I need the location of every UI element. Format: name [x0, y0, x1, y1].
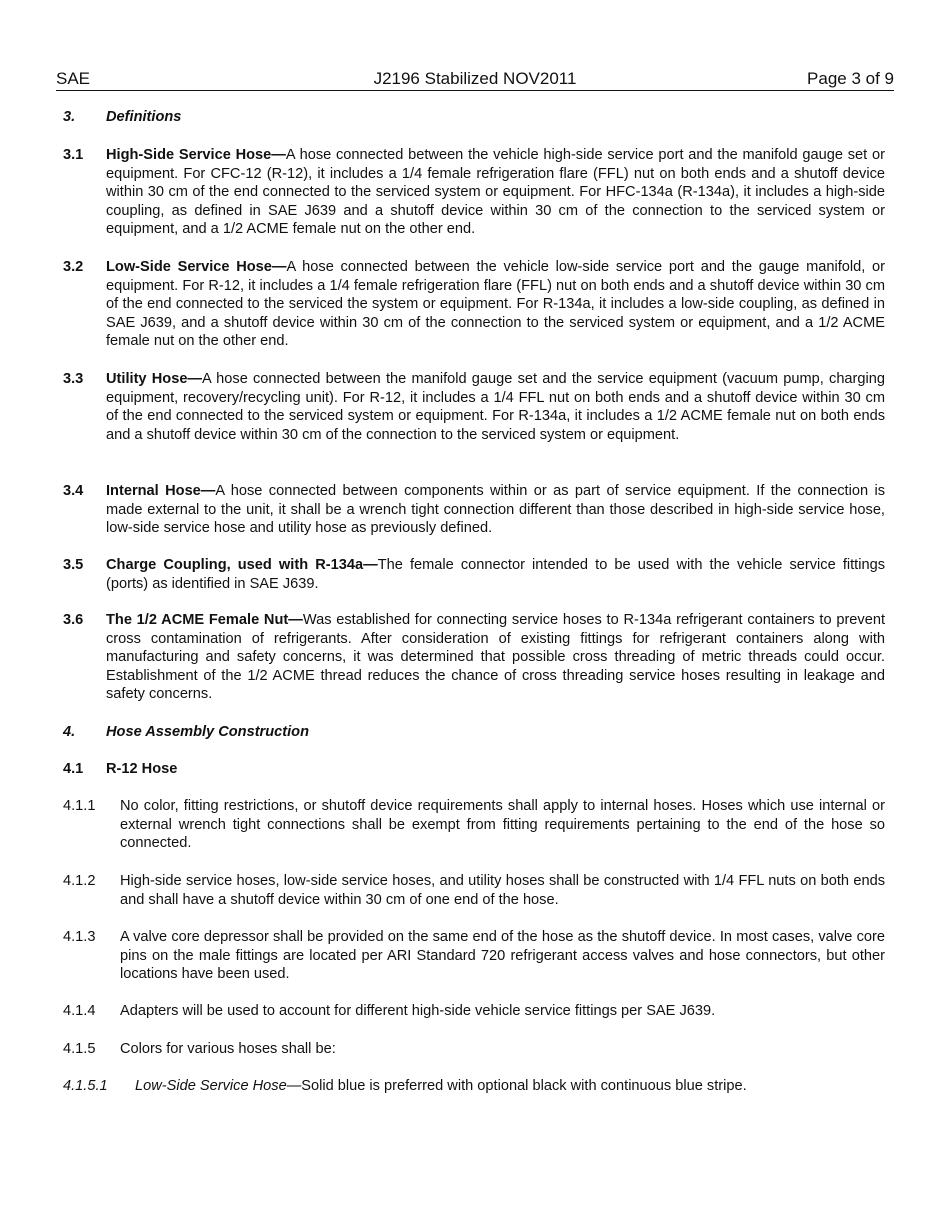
definition-3-2 — [63, 258, 885, 352]
definition-text: The female connector intended to be used with the vehicle service fittings (ports) as identified in SAE J639. — [106, 557, 885, 592]
definition-text: Was established for connecting service hoses to R-134a refrigerant containers to prevent cross contamination of refrigerants. After consideration of existing fittings for refrigerant containers along with manufacturing and safety concerns, it was determined that possible cross threading of metric threads could occur. Establishment of the 1/2 ACME thread reduces the chance of cross threading service hoses resulting in leakage and safety concerns. — [106, 612, 885, 703]
definition-text: A hose connected between components within or as part of service equipment. If the connection is made external to the unit, it shall be a wrench tight connection different than those described in high-side service hose, low-side service hose and utility hose as previously defined. — [106, 483, 885, 537]
definition-text: A hose connected between the vehicle high-side service port and the manifold gauge set or equipment. For CFC-12 (R-12), it includes a 1/4 female refrigeration flare (FFL) nut on both ends and a shutoff device within 30 cm of the end connected to the serviced system or equipment. For HFC-134a (R-134a), it includes a high-side coupling, as defined in SAE J639 and a shutoff device within 30 cm of the connection to the serviced system or equipment, and a 1/2 ACME female nut on the other end. — [106, 147, 885, 238]
clause-body — [106, 611, 885, 704]
definition-3-5 — [63, 556, 885, 594]
clause-body — [106, 482, 885, 538]
defined-term: Charge Coupling, used with R-134a— — [106, 557, 378, 573]
definition-3-1 — [63, 146, 885, 240]
clause-number: 3.1 — [63, 147, 84, 163]
clause-number: 4.1.5 — [63, 1041, 96, 1057]
section-title: Hose Assembly Construction — [106, 724, 310, 740]
clause-number: 3.3 — [63, 371, 84, 387]
definition-3-4 — [63, 482, 885, 539]
clause-4-1-1 — [63, 797, 885, 854]
clause-text: Colors for various hoses shall be: — [120, 1041, 336, 1057]
defined-term: Utility Hose— — [106, 371, 203, 387]
clause-4-1-3 — [63, 928, 885, 985]
clause-number: 3.4 — [63, 483, 84, 499]
section-number: 3. — [63, 109, 76, 125]
section-4-heading — [63, 723, 885, 743]
clause-number: 4.1.2 — [63, 873, 96, 889]
definition-text: A hose connected between the manifold gauge set and the service equipment (vacuum pump, charging equipment, recovery/recycling unit). For R-12, it includes a 1/4 FFL nut on both ends and a shutoff device within 30 cm of the end connected to the serviced system or equipment. For R-134a, it includes a 1/2 ACME female nut on both ends and a shutoff device within 30 cm of the connection to the serviced system or equipment. — [106, 371, 886, 443]
section-3-heading — [63, 108, 885, 128]
page-header — [56, 68, 894, 91]
clause-number: 4.1.4 — [63, 1003, 96, 1019]
clause-text: No color, fitting restrictions, or shutoff device requirements shall apply to internal hoses. Hoses which use internal or external wrench tight connections shall be exempt from fitting requirements pertaining to the end of the hose so connected. — [120, 798, 885, 852]
clause-number: 3.6 — [63, 612, 84, 628]
clause-number: 4.1.1 — [63, 798, 96, 814]
defined-term: Internal Hose— — [106, 483, 216, 499]
clause-body — [106, 556, 885, 593]
clause-body — [106, 146, 885, 239]
clause-4-1-2 — [63, 872, 885, 910]
clause-text: Adapters will be used to account for different high-side vehicle service fittings per SAE J639. — [120, 1003, 716, 1019]
clause-text: High-side service hoses, low-side service hoses, and utility hoses shall be constructed with 1/4 FFL nuts on both ends and shall have a shutoff device within 30 cm of one end of the hose. — [120, 873, 885, 908]
definition-3-6 — [63, 611, 885, 705]
clause-text: A valve core depressor shall be provided on the same end of the hose as the shutoff device. In most cases, valve core pins on the male fittings are located per ARI Standard 720 refrigerant access valves and hose connectors, but other locations have been used. — [120, 929, 885, 983]
definition-text: A hose connected between the vehicle low-side service port and the gauge manifold, or equipment. For R-12, it includes a 1/4 female refrigeration flare (FFL) nut on both ends and a shutoff device within 30 cm of the end connected to the serviced the system or equipment. For R-134a, it includes a low-side coupling, as defined in SAE J639, and a shutoff device within 30 cm of the connection to the serviced system or equipment, and a 1/2 ACME female nut on the other end. — [106, 259, 885, 350]
section-number: 4. — [63, 724, 76, 740]
clause-4-1-5-1 — [63, 1077, 885, 1097]
clause-number: 3.2 — [63, 259, 84, 275]
section-title: Definitions — [106, 109, 182, 125]
header-page-number: Page 3 of 9 — [807, 69, 894, 88]
clause-number: 4.1.5.1 — [63, 1078, 108, 1094]
section-4-1-heading — [63, 760, 885, 780]
clause-body — [106, 258, 885, 351]
clause-4-1-5 — [63, 1040, 885, 1060]
clause-text: —Solid blue is preferred with optional black with continuous blue stripe. — [286, 1078, 747, 1094]
hose-term: Low-Side Service Hose — [135, 1078, 287, 1094]
clause-body — [135, 1077, 885, 1096]
clause-4-1-4 — [63, 1002, 885, 1022]
header-org: SAE — [56, 69, 91, 88]
header-doc-id: J2196 Stabilized NOV2011 — [373, 69, 577, 88]
defined-term: High-Side Service Hose— — [106, 147, 286, 163]
defined-term: The 1/2 ACME Female Nut— — [106, 612, 303, 628]
definition-3-3 — [63, 370, 885, 464]
subsection-number: 4.1 — [63, 761, 84, 777]
clause-number: 3.5 — [63, 557, 84, 573]
clause-body — [106, 370, 885, 444]
clause-number: 4.1.3 — [63, 929, 96, 945]
defined-term: Low-Side Service Hose— — [106, 259, 287, 275]
subsection-title: R-12 Hose — [106, 761, 178, 777]
